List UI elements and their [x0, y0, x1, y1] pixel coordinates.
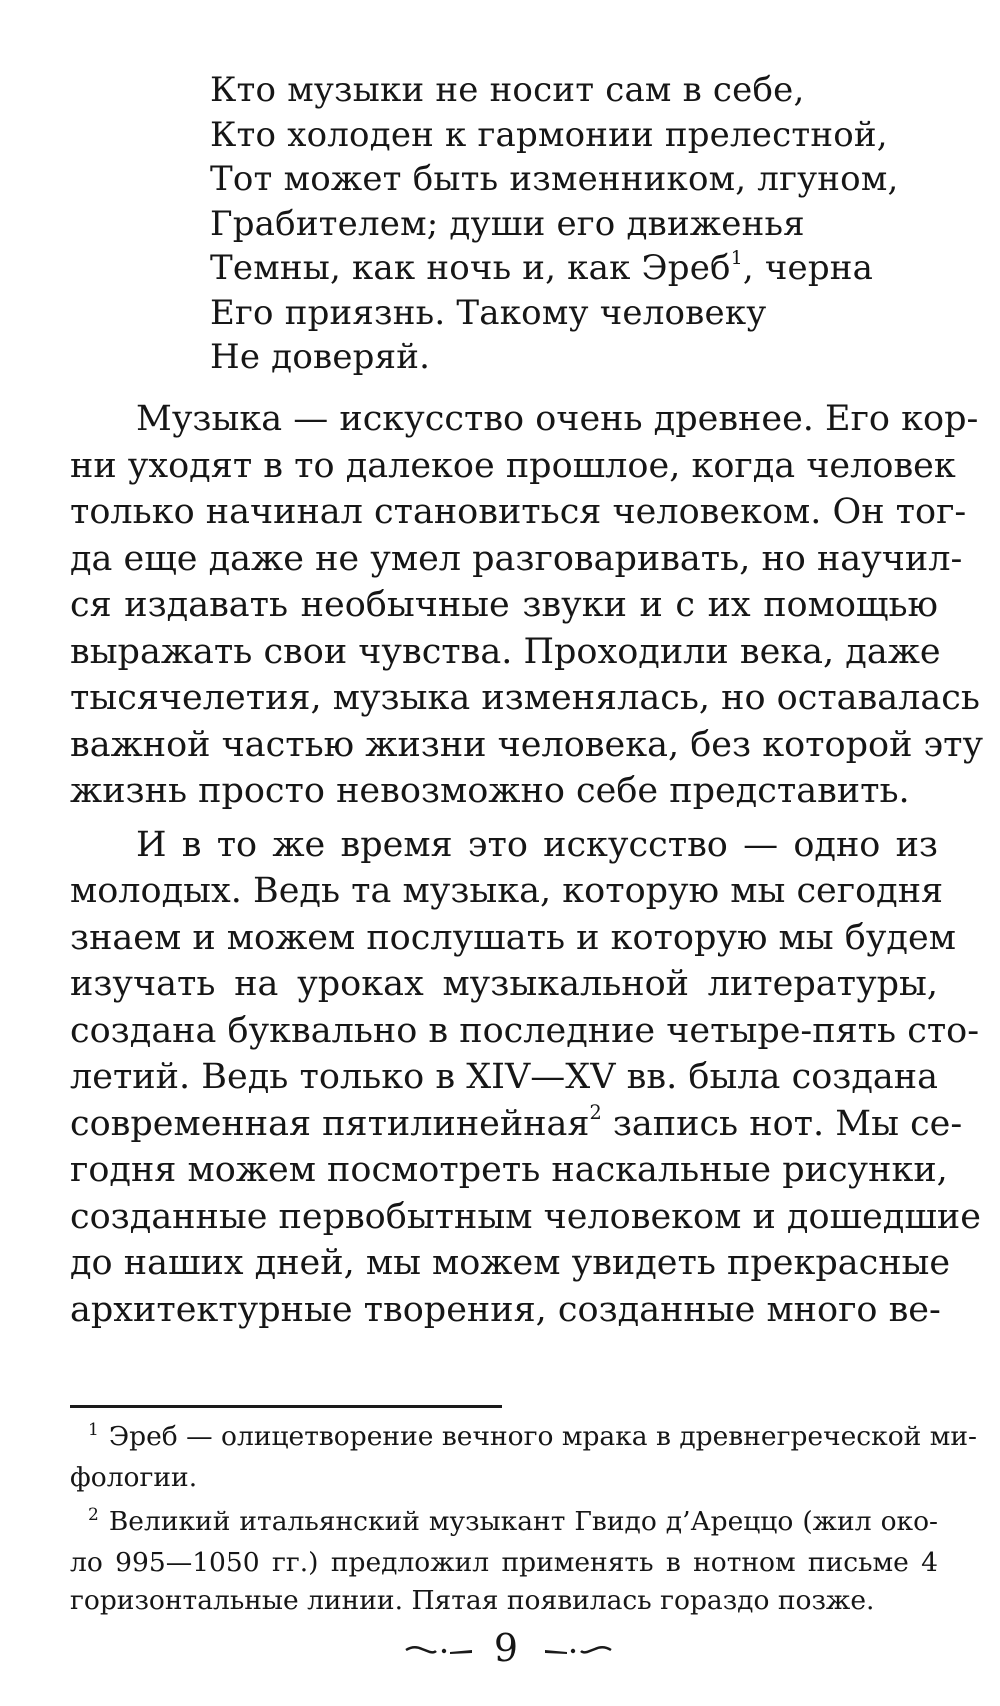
text-line: выражать свои чувства. Проходили века, даже: [70, 631, 941, 672]
footnote-reference: 2: [589, 1100, 602, 1124]
paragraph-gap: [70, 815, 938, 822]
footnote-line: фологии.: [70, 1462, 198, 1493]
footnote-1: [70, 1418, 977, 1497]
text-line: ни уходят в то далекое прошлое, когда человек: [70, 445, 956, 486]
text-line: до наших дней, мы можем увидеть прекрасные: [70, 1243, 951, 1283]
footnote-separator: [70, 1405, 502, 1408]
footnote-marker: 1: [88, 1420, 99, 1440]
poem-line: Темны, как ночь и, как Эреб$^1$, черна: [210, 247, 874, 288]
text-line: да еще даже не умел разговаривать, но научил-: [70, 538, 963, 579]
text-line: тысячелетия, музыка изменялась, но оставалась: [70, 678, 980, 718]
footnote-marker: 2: [88, 1505, 99, 1525]
text-line: годня можем посмотреть наскальные рисунки,: [70, 1150, 948, 1190]
ornament-left-icon: [404, 1644, 474, 1658]
footnote-line: [70, 1418, 977, 1459]
poem-line: Тот может быть изменником, лгуном,: [210, 159, 899, 199]
poem-line: Его приязнь. Такому человеку: [210, 292, 767, 333]
text-line: знаем и можем послушать и которую мы будем: [70, 917, 956, 958]
text-line: ся издавать необычные звуки и с их помощью: [70, 585, 938, 625]
poem-line: Не доверяй.: [210, 337, 431, 377]
text-line: архитектурные творения, созданные много ве-: [70, 1289, 941, 1330]
footnote-text: Эреб — олицетворение вечного мрака в древнегреческой ми-: [108, 1421, 977, 1452]
poem-line: Кто холоден к гармонии прелестной,: [210, 114, 888, 155]
footnote-line: ло 995—1050 гг.) предложил применять в нотном письме 4: [70, 1547, 938, 1578]
text-line: Музыка — искусство очень древнее. Его кор-: [136, 399, 979, 439]
text-line: важной частью жизни человека, без которой эту: [70, 724, 984, 765]
paragraph-1: [70, 396, 984, 815]
text-line: созданные первобытным человеком и дошедшие: [70, 1196, 981, 1237]
text-line: изучать на уроках музыкальной литературы,: [70, 964, 938, 1004]
text-line: современная пятилинейная$^2$ запись нот. Мы се-: [70, 1100, 963, 1144]
poem-line: Грабителем; души его движенья: [210, 203, 805, 244]
text-line: молодых. Ведь та музыка, которую мы сегодня: [70, 871, 944, 911]
poem-line: Кто музыки не носит сам в себе,: [210, 70, 805, 110]
text-line: летий. Ведь только в XIV—XV вв. была создана: [70, 1057, 938, 1097]
page-number: 9: [493, 1626, 519, 1670]
paragraph-2: [70, 822, 981, 1334]
footnote-line: [70, 1503, 938, 1544]
text-line: только начинал становиться человеком. Он тог-: [70, 492, 967, 532]
footnotes: [70, 1418, 977, 1620]
text-line: И в то же время это искусство — одно из: [136, 824, 938, 865]
main-text: [70, 396, 984, 1333]
footnote-2: [70, 1503, 938, 1620]
ornament-right-icon: [543, 1644, 613, 1658]
footnote-line: горизонтальные линии. Пятая появилась гораздо позже.: [70, 1585, 875, 1616]
footnote-reference: 1: [730, 247, 743, 269]
footnote-text: Великий итальянский музыкант Гвидо д’Ареццо (жил око-: [108, 1506, 938, 1537]
poem-epigraph: [210, 68, 930, 380]
text-line: создана буквально в последние четыре-пять сто-: [70, 1010, 980, 1051]
text-line: жизнь просто невозможно себе представить.: [70, 771, 910, 811]
page-footer: [0, 1624, 1000, 1674]
